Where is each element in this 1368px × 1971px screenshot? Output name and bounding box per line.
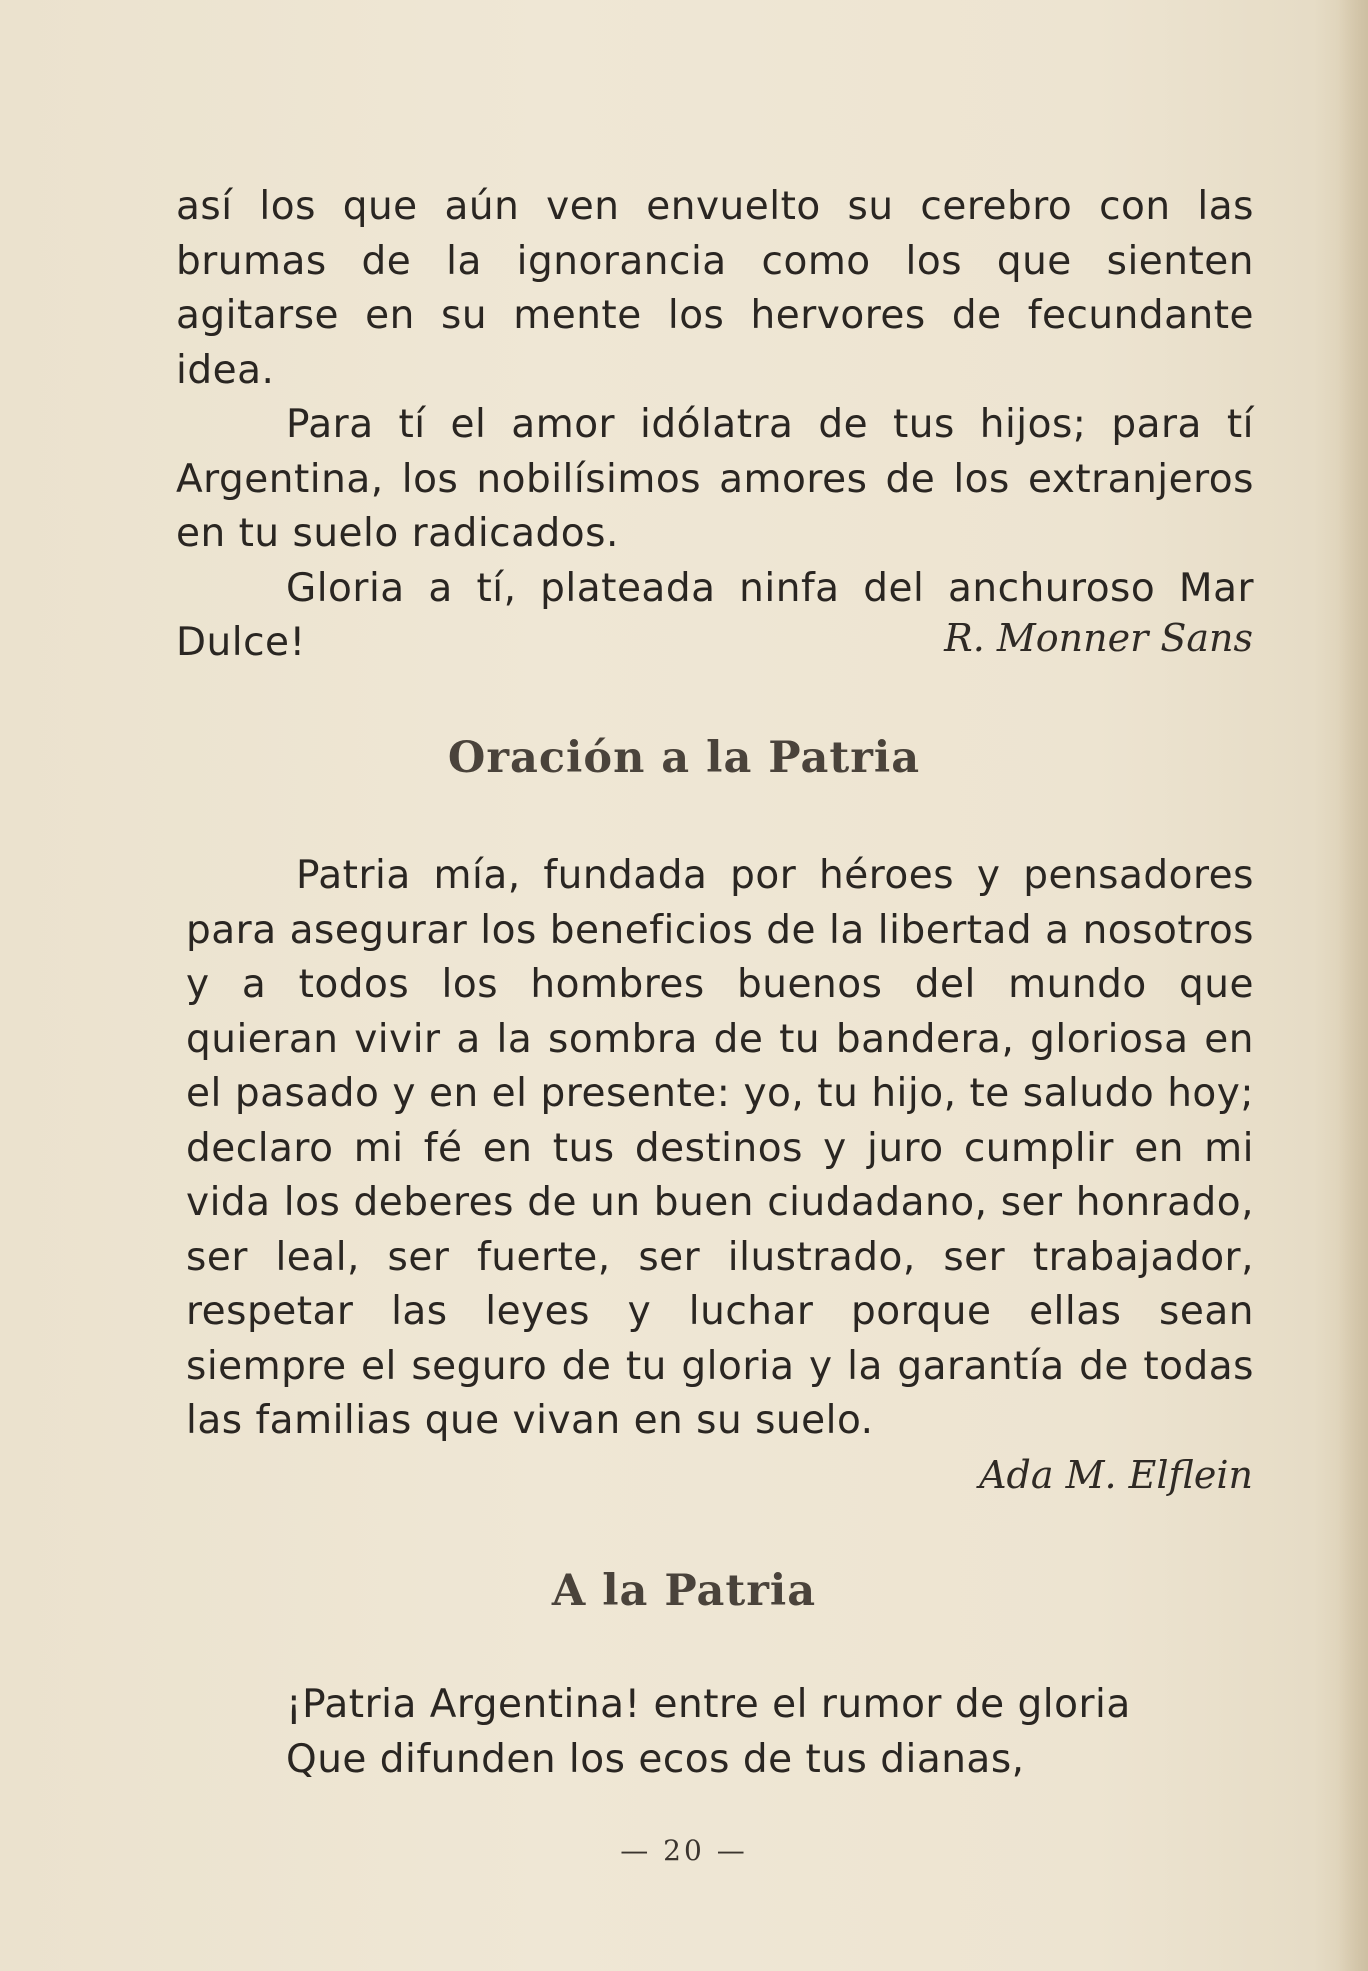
paragraph: Gloria a tí, plateada ninfa del anchuroso Mar Dulce! bbox=[176, 565, 1254, 665]
signature-monner-sans: R. Monner Sans bbox=[944, 616, 1253, 660]
verse-line: Que difunden los ecos de tus dianas, bbox=[286, 1736, 1025, 1782]
page-edge-shadow bbox=[1338, 0, 1368, 1971]
verse-block bbox=[176, 1678, 1254, 1787]
verse-line: ¡Patria Argentina! entre el rumor de gloria bbox=[286, 1682, 1131, 1727]
paragraph: Patria mía, fundada por héroes y pensadores para asegurar los beneficios de la libertad a nosotros y a todos los hombres buenos del mundo que quieran vivir a la sombra de tu bandera, gloriosa en el pasado y en el presente: yo, tu hijo, te saludo hoy; declaro mi fé en tus destinos y juro cumplir en mi vida los deberes de un buen ciudadano, ser honrado, ser leal, ser fuerte, ser ilustrado, ser trabajador, respetar las leyes y luchar porque ellas sean siempre el seguro de tu gloria y la garantía de todas las familias que vivan en su suelo. bbox=[186, 853, 1254, 1443]
heading-oracion-a-la-patria: Oración a la Patria bbox=[447, 733, 921, 783]
paragraph: Para tí el amor idólatra de tus hijos; para tí Argentina, los nobilísimos amores de los extranjeros en tu suelo radicados. bbox=[176, 402, 1254, 556]
paragraph: así los que aún ven envuelto su cerebro con las brumas de la ignorancia como los que sienten agitarse en su mente los hervores de fecundante idea. bbox=[176, 184, 1254, 393]
page-number: — 20 — bbox=[620, 1834, 748, 1867]
heading-a-la-patria: A la Patria bbox=[551, 1566, 817, 1616]
prose-block-1 bbox=[176, 180, 1254, 671]
signature-ada-elflein: Ada M. Elflein bbox=[979, 1453, 1253, 1497]
prose-block-2 bbox=[186, 849, 1254, 1449]
